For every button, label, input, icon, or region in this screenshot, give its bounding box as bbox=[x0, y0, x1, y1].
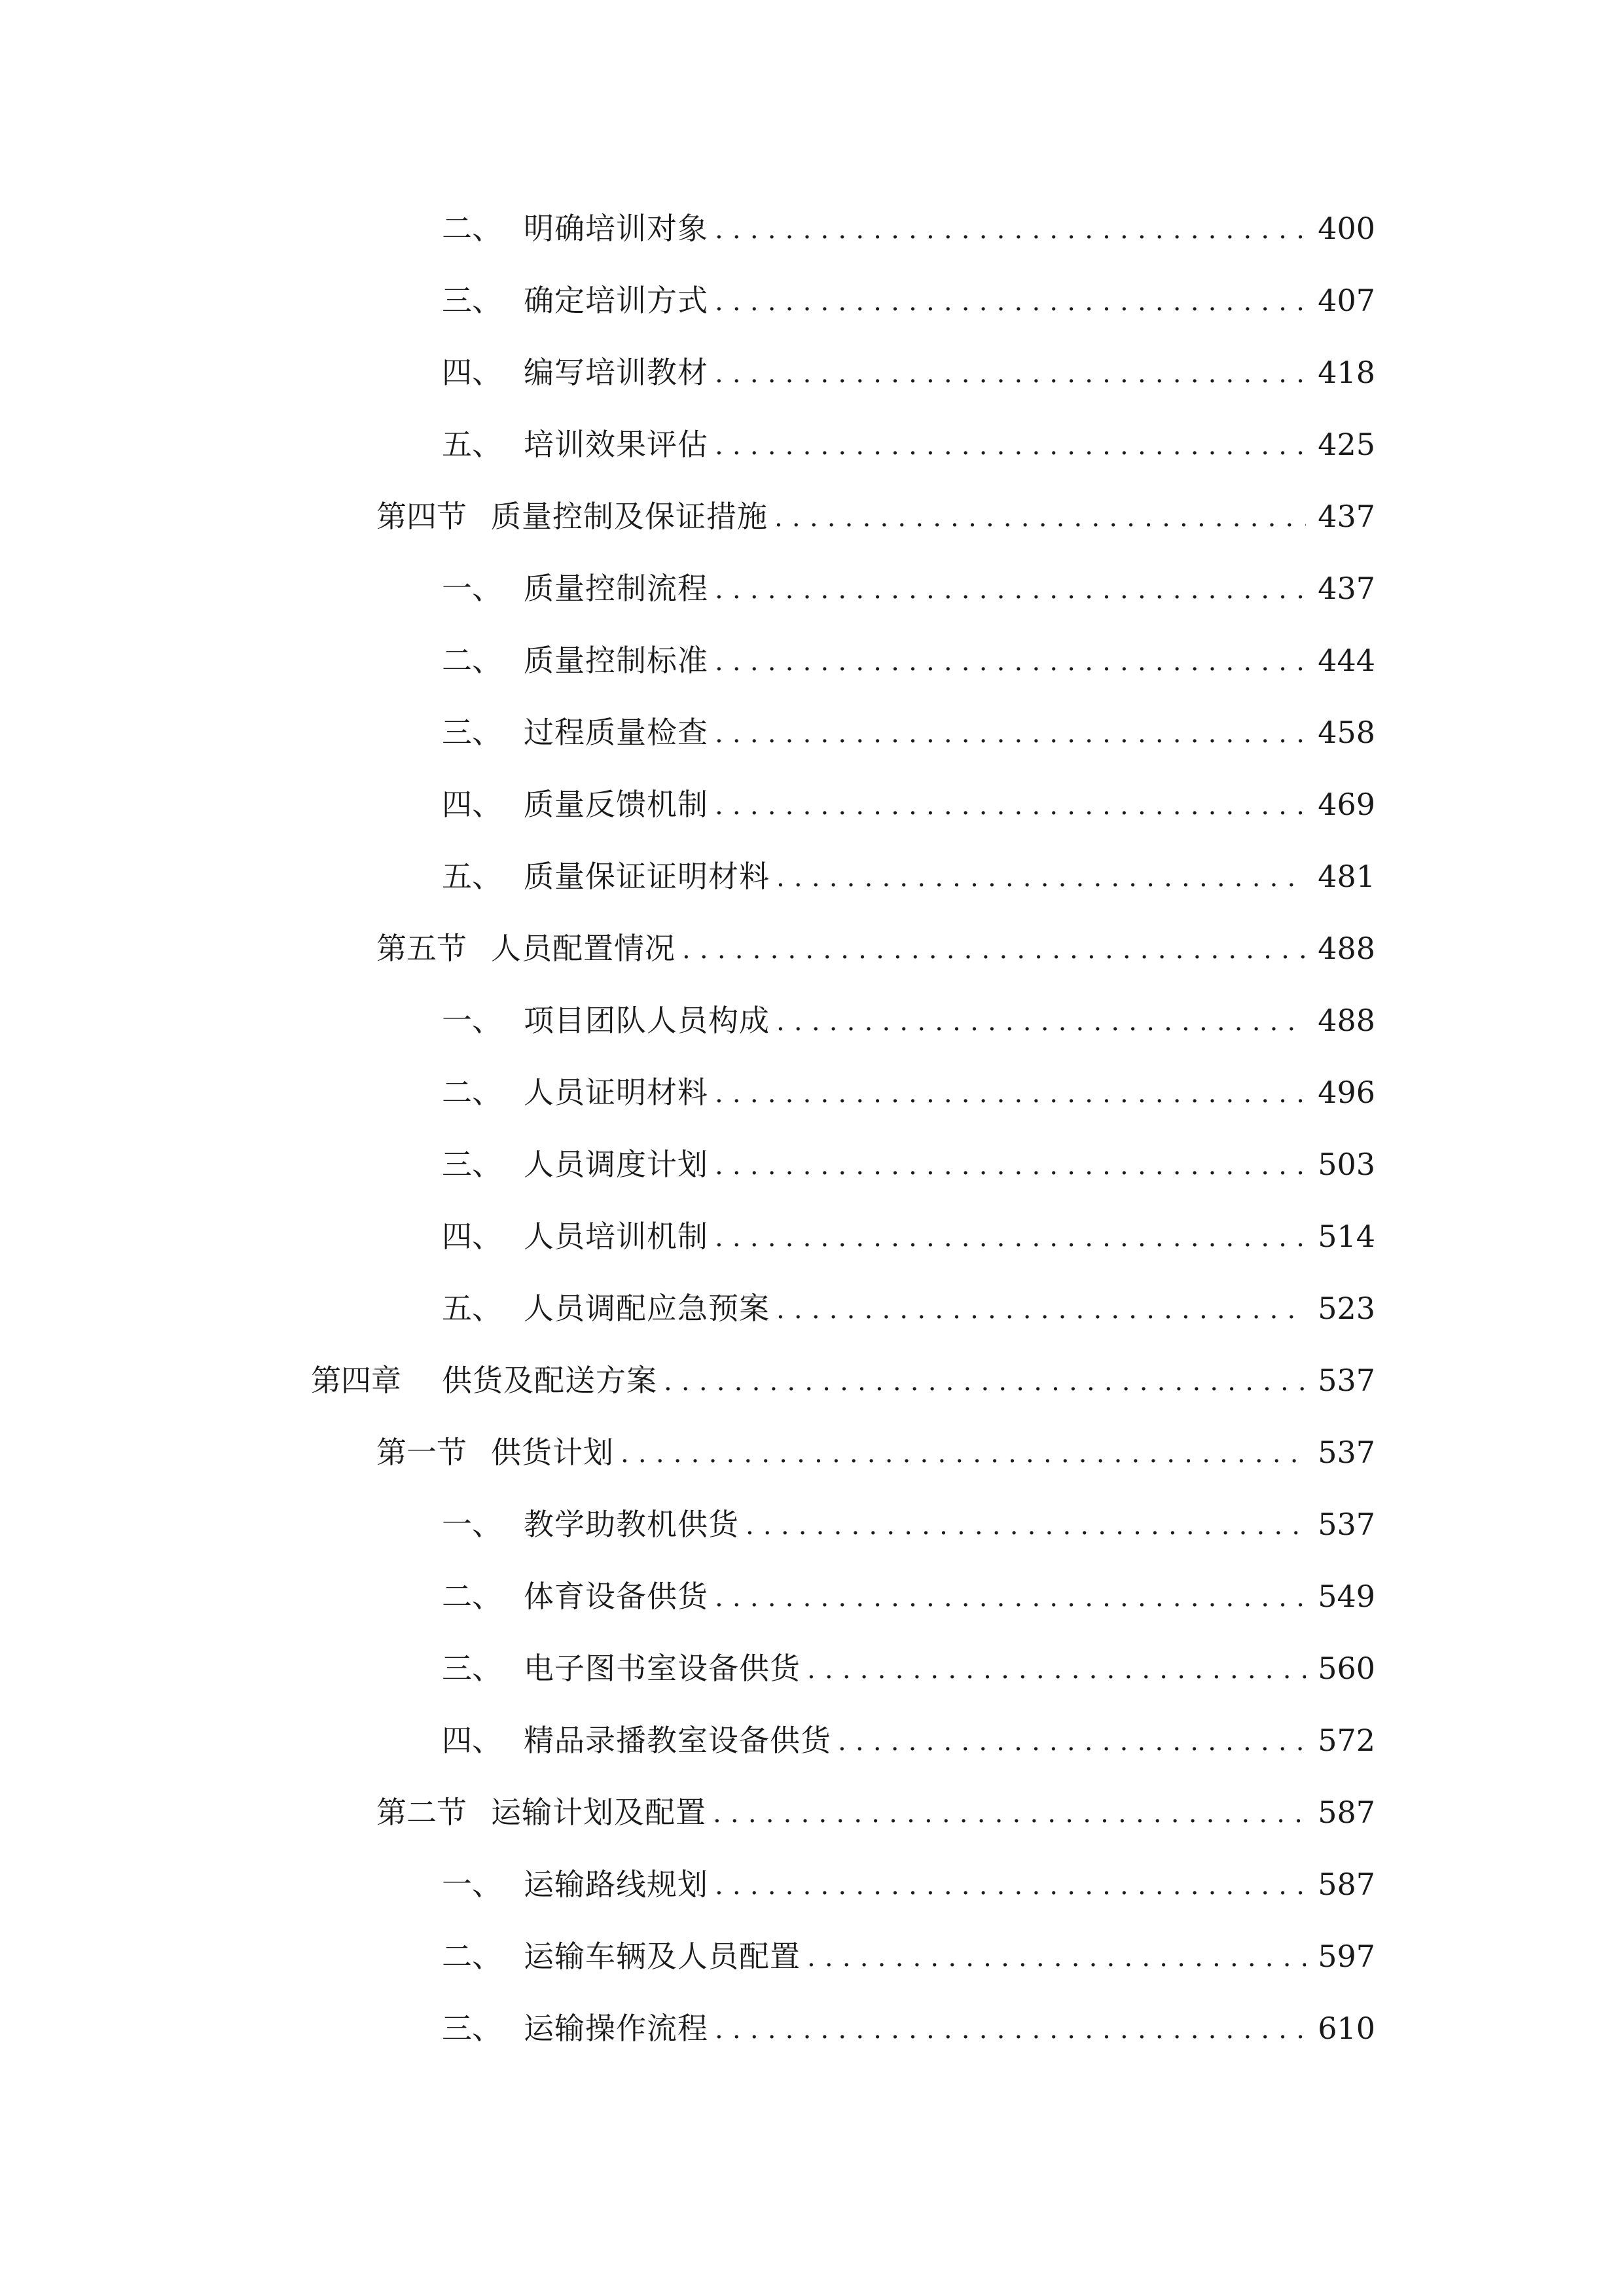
toc-entry[interactable] bbox=[442, 1930, 1375, 1982]
toc-leader-dots bbox=[807, 1930, 1306, 1982]
toc-entry-page: 496 bbox=[1318, 1075, 1375, 1110]
toc-entry-title: 精品录播教室设备供货 bbox=[524, 1723, 831, 1758]
toc-entry-title: 供货及配送方案 bbox=[442, 1363, 657, 1398]
toc-entry-title: 人员调配应急预案 bbox=[524, 1291, 770, 1326]
toc-entry-page: 425 bbox=[1318, 427, 1375, 462]
toc-leader-dots bbox=[715, 1210, 1306, 1263]
toc-entry-number: 二、 bbox=[442, 211, 502, 246]
toc-entry-number: 第四章 bbox=[311, 1363, 401, 1398]
toc-entry[interactable] bbox=[442, 1570, 1375, 1623]
toc-entry-number: 五、 bbox=[442, 427, 502, 462]
toc-entry[interactable] bbox=[442, 1066, 1375, 1119]
toc-entry-title: 供货计划 bbox=[491, 1435, 614, 1470]
toc-leader-dots bbox=[715, 274, 1306, 327]
toc-entry[interactable] bbox=[442, 1858, 1375, 1910]
toc-entry-number: 五、 bbox=[442, 1291, 502, 1326]
toc-leader-dots bbox=[746, 1498, 1306, 1551]
toc-entry[interactable] bbox=[442, 1498, 1375, 1551]
toc-entry-title: 体育设备供货 bbox=[524, 1579, 708, 1614]
toc-entry[interactable] bbox=[442, 1714, 1375, 1767]
toc-entry-number: 四、 bbox=[442, 1723, 502, 1758]
toc-entry-title: 运输计划及配置 bbox=[491, 1795, 706, 1830]
toc-entry-number: 第一节 bbox=[376, 1435, 467, 1470]
toc-entry-number: 四、 bbox=[442, 355, 502, 390]
toc-leader-dots bbox=[715, 2002, 1306, 2054]
toc-entry-number: 二、 bbox=[442, 1075, 502, 1110]
toc-entry[interactable] bbox=[376, 1426, 1375, 1479]
toc-entry-page: 549 bbox=[1318, 1579, 1375, 1614]
toc-entry-page: 587 bbox=[1318, 1867, 1375, 1902]
toc-entry-title: 质量控制流程 bbox=[524, 571, 708, 606]
toc-leader-dots bbox=[715, 706, 1306, 759]
toc-leader-dots bbox=[715, 634, 1306, 687]
toc-entry-number: 一、 bbox=[442, 571, 502, 606]
toc-leader-dots bbox=[715, 1138, 1306, 1191]
toc-leader-dots bbox=[774, 490, 1306, 543]
toc-entry[interactable] bbox=[442, 202, 1375, 255]
toc-entry-title: 人员证明材料 bbox=[524, 1075, 708, 1110]
toc-entry-number: 第四节 bbox=[376, 499, 467, 534]
toc-leader-dots bbox=[715, 562, 1306, 615]
toc-entry-page: 407 bbox=[1318, 283, 1375, 318]
toc-entry-number: 二、 bbox=[442, 1939, 502, 1974]
toc-entry[interactable] bbox=[442, 994, 1375, 1047]
toc-entry[interactable] bbox=[376, 922, 1375, 975]
toc-entry-title: 培训效果评估 bbox=[524, 427, 708, 462]
toc-entry-page: 444 bbox=[1318, 643, 1375, 678]
toc-entry-title: 质量保证证明材料 bbox=[524, 859, 770, 894]
toc-entry[interactable] bbox=[442, 634, 1375, 687]
toc-entry-page: 610 bbox=[1318, 2011, 1375, 2046]
toc-entry-number: 四、 bbox=[442, 1219, 502, 1254]
toc-entry-number: 一、 bbox=[442, 1507, 502, 1542]
toc-leader-dots bbox=[776, 1282, 1306, 1335]
toc-entry-page: 437 bbox=[1318, 499, 1375, 534]
toc-leader-dots bbox=[715, 1858, 1306, 1910]
toc-entry[interactable] bbox=[442, 418, 1375, 471]
toc-entry-page: 572 bbox=[1318, 1723, 1375, 1758]
toc-entry-title: 人员调度计划 bbox=[524, 1147, 708, 1182]
toc-entry-page: 503 bbox=[1318, 1147, 1375, 1182]
toc-entry[interactable] bbox=[442, 2002, 1375, 2054]
toc-entry-title: 质量反馈机制 bbox=[524, 787, 708, 822]
toc-entry-page: 488 bbox=[1318, 1003, 1375, 1038]
toc-entry-number: 三、 bbox=[442, 715, 502, 750]
toc-entry-number: 二、 bbox=[442, 1579, 502, 1614]
toc-leader-dots bbox=[664, 1354, 1306, 1407]
toc-entry-title: 明确培训对象 bbox=[524, 211, 708, 246]
toc-entry-number: 五、 bbox=[442, 859, 502, 894]
toc-entry-title: 运输操作流程 bbox=[524, 2011, 708, 2046]
toc-entry-page: 458 bbox=[1318, 715, 1375, 750]
toc-leader-dots bbox=[715, 778, 1306, 831]
toc-entry-number: 三、 bbox=[442, 2011, 502, 2046]
toc-entry[interactable] bbox=[442, 706, 1375, 759]
toc-entry[interactable] bbox=[442, 1642, 1375, 1695]
toc-entry-number: 三、 bbox=[442, 283, 502, 318]
toc-entry-page: 437 bbox=[1318, 571, 1375, 606]
toc-entry[interactable] bbox=[442, 562, 1375, 615]
toc-entry[interactable] bbox=[376, 490, 1375, 543]
toc-leader-dots bbox=[807, 1642, 1306, 1695]
toc-entry-title: 教学助教机供货 bbox=[524, 1507, 739, 1542]
toc-entry-title: 质量控制及保证措施 bbox=[491, 499, 768, 534]
toc-entry-number: 第五节 bbox=[376, 931, 467, 966]
toc-entry-number: 一、 bbox=[442, 1003, 502, 1038]
toc-entry[interactable] bbox=[311, 1354, 1375, 1407]
toc-leader-dots bbox=[715, 202, 1306, 255]
toc-entry-title: 运输车辆及人员配置 bbox=[524, 1939, 801, 1974]
toc-entry-page: 523 bbox=[1318, 1291, 1375, 1326]
toc-entry-title: 项目团队人员构成 bbox=[524, 1003, 770, 1038]
toc-entry-title: 运输路线规划 bbox=[524, 1867, 708, 1902]
toc-entry-page: 514 bbox=[1318, 1219, 1375, 1254]
toc-entry-title: 质量控制标准 bbox=[524, 643, 708, 678]
toc-entry-title: 编写培训教材 bbox=[524, 355, 708, 390]
toc-entry-number: 一、 bbox=[442, 1867, 502, 1902]
toc-entry[interactable] bbox=[442, 850, 1375, 903]
toc-entry-title: 过程质量检查 bbox=[524, 715, 708, 750]
toc-leader-dots bbox=[682, 922, 1306, 975]
toc-entry-number: 二、 bbox=[442, 643, 502, 678]
toc-entry-page: 488 bbox=[1318, 931, 1375, 966]
toc-entry[interactable] bbox=[442, 778, 1375, 831]
toc-entry-page: 469 bbox=[1318, 787, 1375, 822]
toc-entry-page: 400 bbox=[1318, 211, 1375, 246]
toc-entry-title: 确定培训方式 bbox=[524, 283, 708, 318]
toc-entry-number: 三、 bbox=[442, 1651, 502, 1686]
toc-entry[interactable] bbox=[442, 274, 1375, 327]
toc-entry[interactable] bbox=[442, 1210, 1375, 1263]
toc-entry-number: 第二节 bbox=[376, 1795, 467, 1830]
toc-leader-dots bbox=[715, 1570, 1306, 1623]
toc-leader-dots bbox=[715, 346, 1306, 399]
toc-entry-page: 587 bbox=[1318, 1795, 1375, 1830]
toc-leader-dots bbox=[838, 1714, 1306, 1767]
toc-entry[interactable] bbox=[376, 1786, 1375, 1839]
toc-leader-dots bbox=[776, 850, 1306, 903]
toc-entry-title: 人员培训机制 bbox=[524, 1219, 708, 1254]
toc-entry[interactable] bbox=[442, 1282, 1375, 1335]
toc-entry-title: 人员配置情况 bbox=[491, 931, 676, 966]
toc-entry-page: 481 bbox=[1318, 859, 1375, 894]
toc-leader-dots bbox=[621, 1426, 1306, 1479]
toc-leader-dots bbox=[715, 1066, 1306, 1119]
toc-entry-title: 电子图书室设备供货 bbox=[524, 1651, 801, 1686]
toc-leader-dots bbox=[715, 418, 1306, 471]
toc-entry-number: 四、 bbox=[442, 787, 502, 822]
toc-entry-page: 418 bbox=[1318, 355, 1375, 390]
toc-entry-page: 537 bbox=[1318, 1363, 1375, 1398]
toc-entry[interactable] bbox=[442, 346, 1375, 399]
toc-entry[interactable] bbox=[442, 1138, 1375, 1191]
toc-entry-page: 597 bbox=[1318, 1939, 1375, 1974]
toc-leader-dots bbox=[776, 994, 1306, 1047]
toc-entry-page: 537 bbox=[1318, 1435, 1375, 1470]
toc-entry-number: 三、 bbox=[442, 1147, 502, 1182]
toc-leader-dots bbox=[713, 1786, 1306, 1839]
toc-entry-page: 537 bbox=[1318, 1507, 1375, 1542]
toc-entry-page: 560 bbox=[1318, 1651, 1375, 1686]
